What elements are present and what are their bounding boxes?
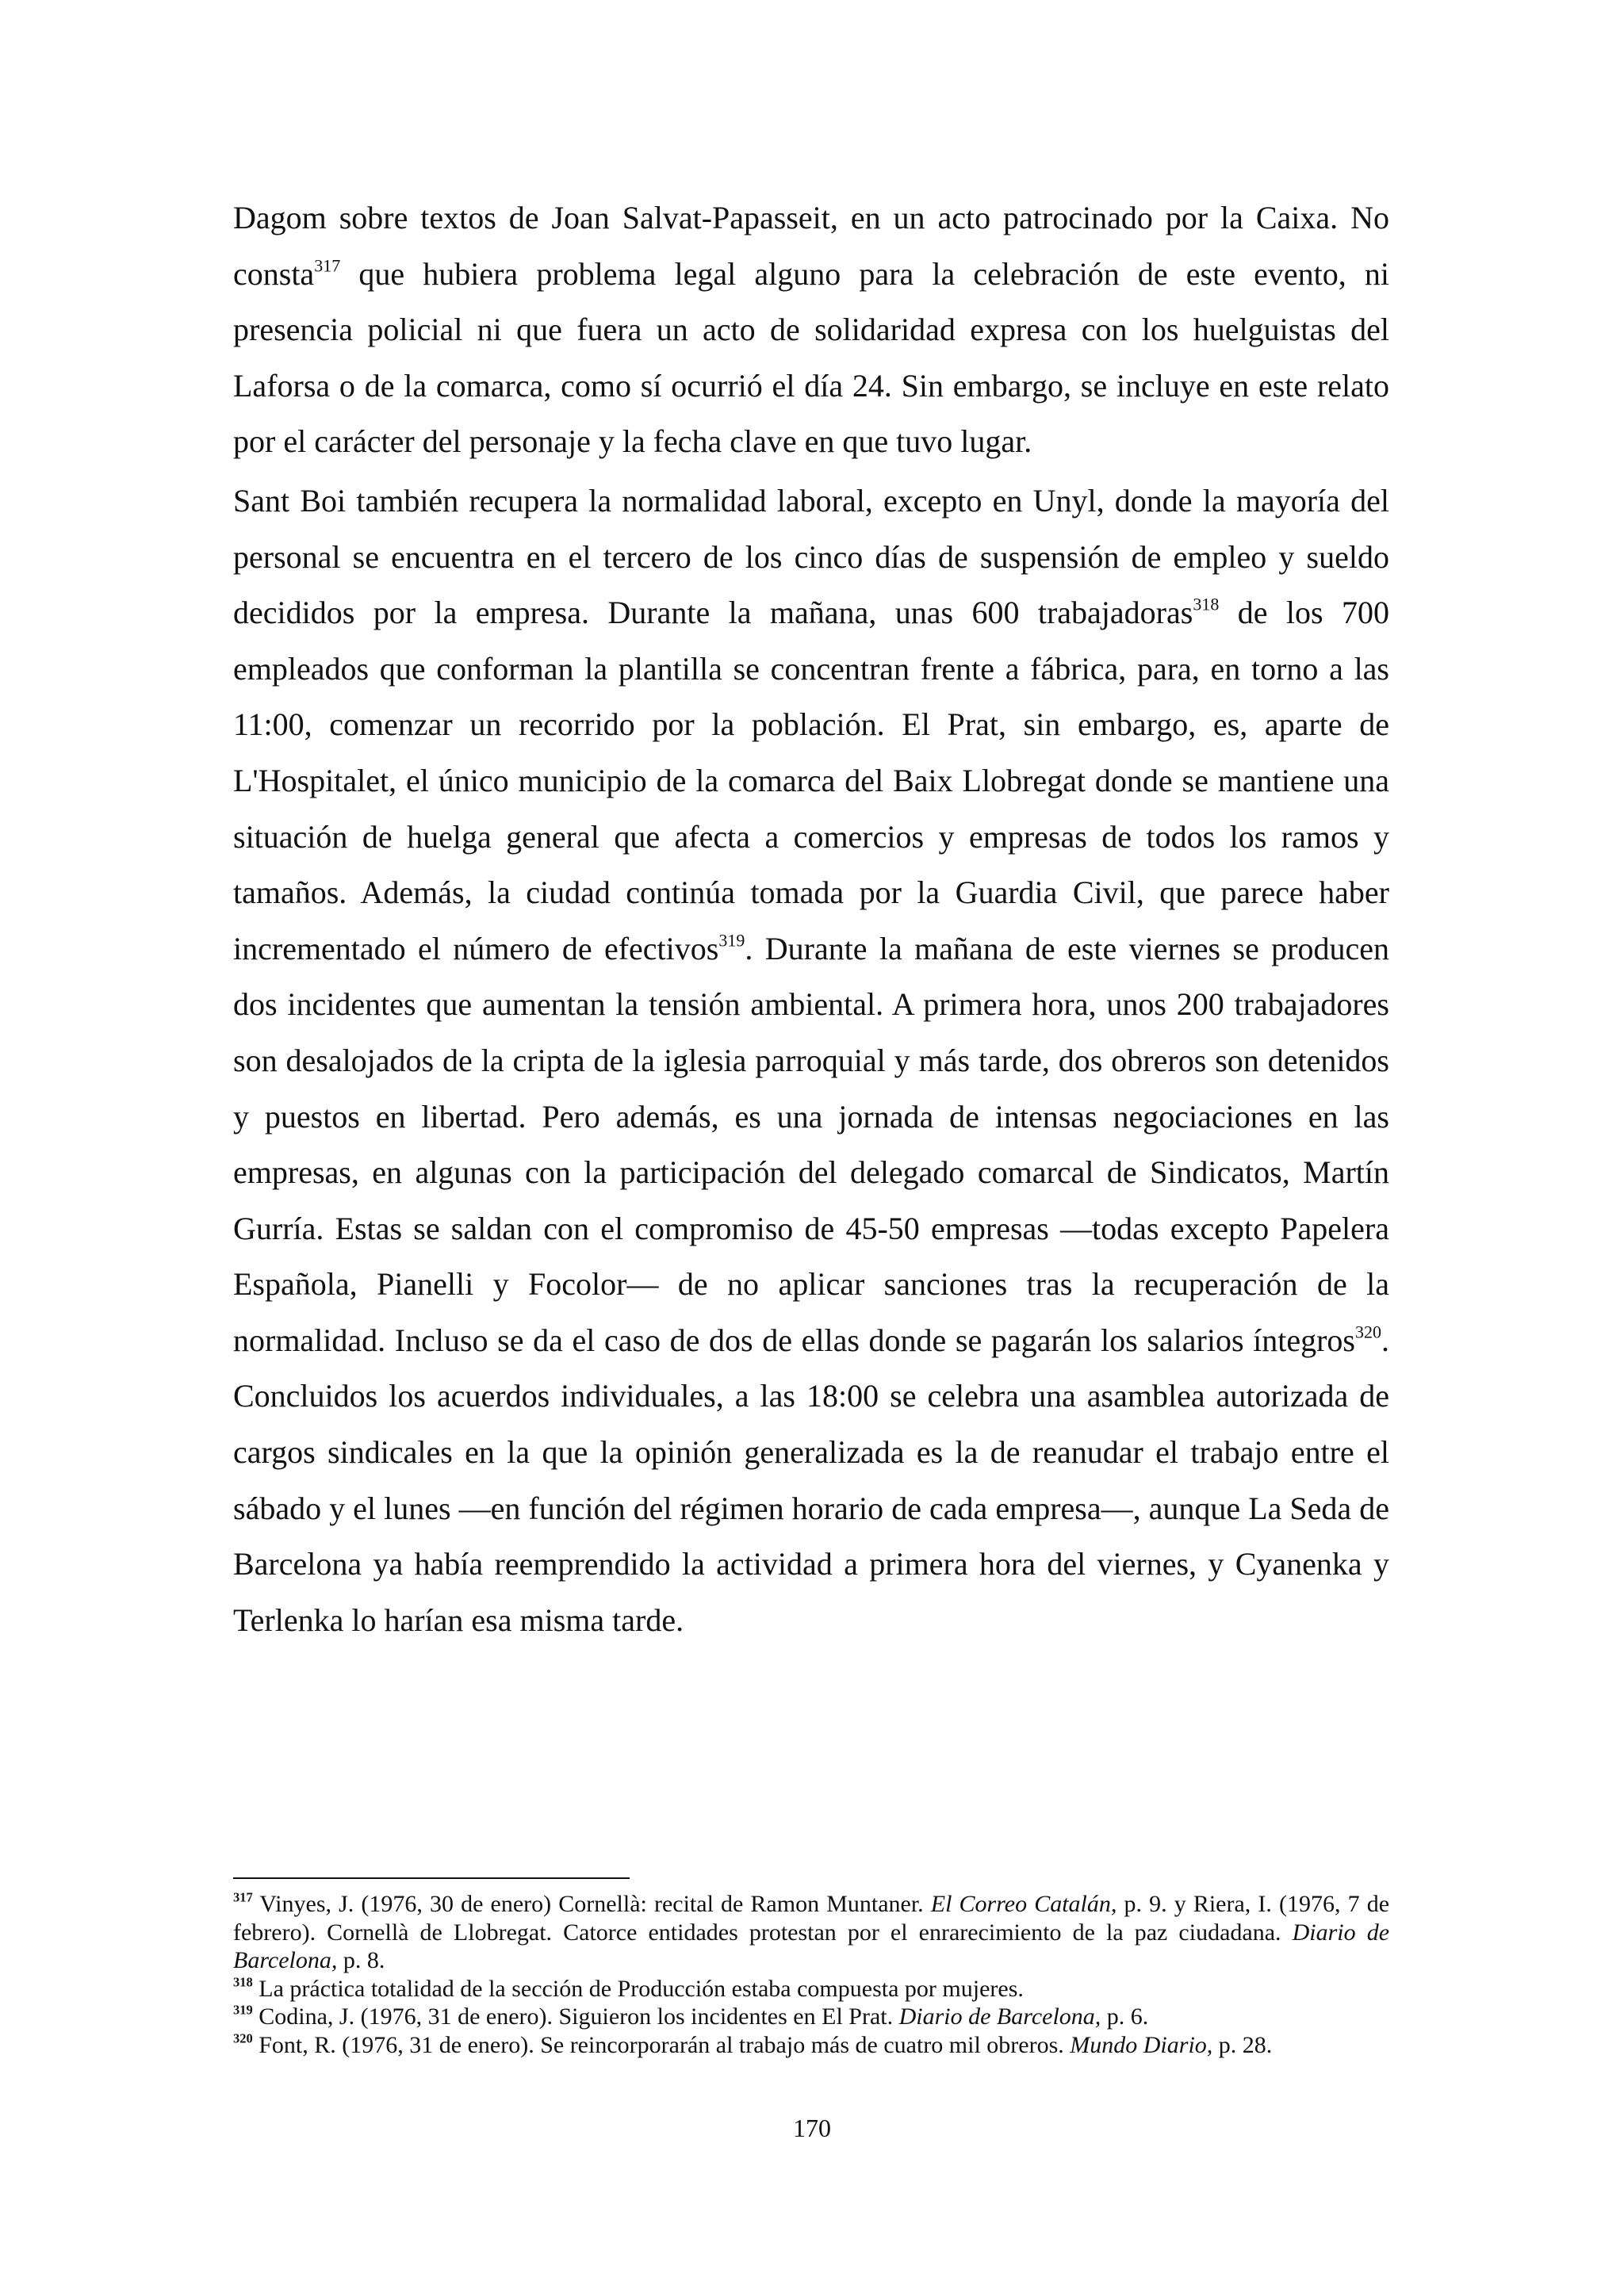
footnote-source-title: Mundo Diario,: [1070, 2031, 1213, 2058]
footnote-text: Codina, J. (1976, 31 de enero). Siguieron los incidentes en El Prat.: [252, 2003, 899, 2030]
footnote-number: 320: [233, 2030, 253, 2046]
paragraph-2-text: Sant Boi también recupera la normalidad laboral, excepto en Unyl, donde la mayoría del personal se encuentra en el tercero de los cinco días de suspensión de empleo y sueldo decididos por la empresa. Durante la mañana, unas 600 trabajadoras: [233, 482, 1389, 631]
footnote-320: [233, 2031, 1389, 2060]
footnote-text: Vinyes, J. (1976, 30 de enero) Cornellà: recital de Ramon Muntaner.: [252, 1891, 931, 1917]
footnote-ref-317[interactable]: 317: [314, 255, 341, 276]
footnote-319: [233, 2003, 1389, 2031]
paragraph-1: [233, 190, 1389, 470]
footnote-text: p. 6.: [1101, 2003, 1149, 2030]
footnote-text: p. 28.: [1212, 2031, 1273, 2058]
footnote-number: 318: [233, 1974, 253, 1990]
paragraph-1-text-cont: que hubiera problema legal alguno para la celebración de este evento, ni presencia policial ni que fuera un acto de solidaridad expresa con los huelguistas del Laforsa o de la comarca, como sí ocurrió el día 24. Sin embargo, se incluye en este relato por el carácter del personaje y la fecha clave en que tuvo lugar.: [233, 255, 1389, 460]
body-text: [233, 190, 1389, 1651]
footnote-317: [233, 1890, 1389, 1975]
footnote-text: p. 9. y Riera, I. (1976, 7 de febrero). Cornellà de Llobregat. Catorce entidades protestan por el enrarecimiento de la paz ciudadana.: [233, 1891, 1390, 1946]
footnote-text: La práctica totalidad de la sección de Producción estaba compuesta por mujeres.: [252, 1975, 1024, 2002]
footnote-text: Font, R. (1976, 31 de enero). Se reincorporarán al trabajo más de cuatro mil obreros.: [252, 2031, 1071, 2058]
footnote-318: [233, 1975, 1389, 2003]
footnote-ref-318[interactable]: 318: [1193, 594, 1220, 614]
footnote-separator: [233, 1877, 630, 1879]
paragraph-2-text-cont: de los 700 empleados que conforman la plantilla se concentran frente a fábrica, para, en torno a las 11:00, comenzar un recorrido por la población. El Prat, sin embargo, es, aparte de L'Hospitalet, el único municipio de la comarca del Baix Llobregat donde se mantiene una situación de huelga general que afecta a comercios y empresas de todos los ramos y tamaños. Además, la ciudad continúa tomada por la Guardia Civil, que parece haber incrementado el número de efectivos: [233, 595, 1390, 966]
paragraph-2-text-cont: . Durante la mañana de este viernes se producen dos incidentes que aumentan la tensión ambiental. A primera hora, unos 200 trabajadores son desalojados de la cripta de la iglesia parroquial y más tarde, dos obreros son detenidos y puestos en libertad. Pero además, es una jornada de intensas negociaciones en las empresas, en algunas con la participación del delegado comarcal de Sindicatos, Martín Gurría. Estas se saldan con el compromiso de 45-50 empresas —todas excepto Papelera Española, Pianelli y Focolor— de no aplicar sanciones tras la recuperación de la normalidad. Incluso se da el caso de dos de ellas donde se pagarán los salarios íntegros: [233, 930, 1390, 1358]
footnote-text: p. 8.: [337, 1947, 385, 1973]
footnote-ref-320[interactable]: 320: [1355, 1322, 1381, 1342]
footnote-number: 319: [233, 2002, 253, 2018]
footnote-ref-319[interactable]: 319: [718, 930, 745, 951]
paragraph-1-text: Dagom sobre textos de Joan Salvat-Papasseit, en un acto patrocinado por la Caixa. No consta: [233, 200, 1389, 292]
page-number: 170: [793, 2114, 831, 2142]
footnote-number: 317: [233, 1889, 253, 1905]
footnote-source-title: Diario de Barcelona,: [233, 1919, 1390, 1973]
paragraph-2: [233, 473, 1389, 1648]
footnote-source-title: El Correo Catalán,: [930, 1891, 1117, 1917]
footnotes: [233, 1890, 1389, 2059]
paragraph-2-text-cont: . Concluidos los acuerdos individuales, a las 18:00 se celebra una asamblea autorizada de cargos sindicales en la que la opinión generalizada es la de reanudar el trabajo entre el sábado y el lunes —en función del régimen horario de cada empresa—, aunque La Seda de Barcelona ya había reemprendido la actividad a primera hora del viernes, y Cyanenka y Terlenka lo harían esa misma tarde.: [233, 1322, 1389, 1638]
footnote-source-title: Diario de Barcelona,: [898, 2003, 1101, 2030]
